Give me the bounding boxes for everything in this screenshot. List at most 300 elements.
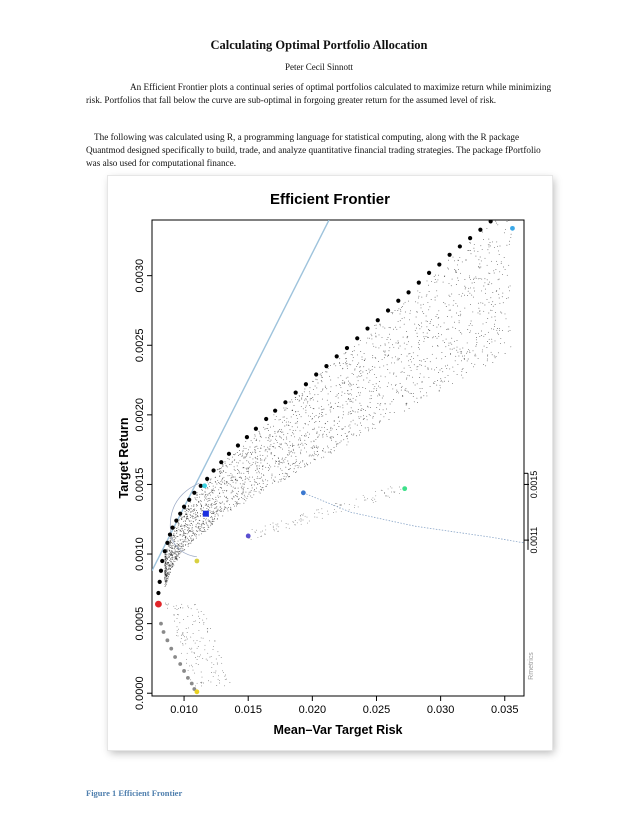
portfolio-point (311, 398, 312, 399)
portfolio-point (200, 508, 201, 509)
portfolio-point (281, 438, 282, 439)
portfolio-point (441, 381, 442, 382)
portfolio-point (438, 324, 439, 325)
portfolio-point (473, 248, 474, 249)
portfolio-point (294, 463, 295, 464)
portfolio-point (182, 548, 183, 549)
portfolio-point (357, 377, 358, 378)
portfolio-point (467, 250, 468, 251)
portfolio-point (349, 509, 350, 510)
portfolio-point (184, 529, 185, 530)
portfolio-point (251, 490, 252, 491)
portfolio-point (265, 529, 266, 530)
portfolio-point (260, 455, 261, 456)
portfolio-point (196, 530, 197, 531)
portfolio-point (326, 388, 327, 389)
portfolio-point (192, 535, 193, 536)
portfolio-point (401, 390, 402, 391)
portfolio-point (413, 396, 414, 397)
portfolio-point (341, 511, 342, 512)
portfolio-point (333, 364, 334, 365)
portfolio-point (199, 530, 200, 531)
portfolio-point (317, 379, 318, 380)
portfolio-point (475, 354, 476, 355)
portfolio-point (166, 576, 167, 577)
portfolio-point (272, 483, 273, 484)
portfolio-point (259, 431, 260, 432)
portfolio-point (322, 388, 323, 389)
portfolio-point (204, 524, 205, 525)
portfolio-point (400, 346, 401, 347)
portfolio-point (446, 368, 447, 369)
portfolio-point (437, 279, 438, 280)
portfolio-point (336, 511, 337, 512)
portfolio-point (256, 446, 257, 447)
portfolio-point (247, 453, 248, 454)
portfolio-point (475, 333, 476, 334)
portfolio-point (292, 410, 293, 411)
portfolio-point (326, 434, 327, 435)
portfolio-point (382, 359, 383, 360)
portfolio-point (392, 357, 393, 358)
portfolio-point (391, 312, 392, 313)
portfolio-point (167, 572, 168, 573)
portfolio-point (257, 456, 258, 457)
portfolio-point (492, 362, 493, 363)
portfolio-point (170, 545, 171, 546)
portfolio-point (486, 347, 487, 348)
portfolio-point (476, 278, 477, 279)
portfolio-point (446, 329, 447, 330)
portfolio-point (221, 480, 222, 481)
portfolio-point (243, 458, 244, 459)
portfolio-point (236, 502, 237, 503)
portfolio-point (183, 542, 184, 543)
portfolio-point (370, 415, 371, 416)
portfolio-point (316, 454, 317, 455)
portfolio-point (172, 566, 173, 567)
portfolio-point (217, 664, 218, 665)
portfolio-point (366, 342, 367, 343)
portfolio-point (479, 263, 480, 264)
y-tick-label: 0.0015 (134, 467, 146, 502)
portfolio-point (460, 332, 461, 333)
portfolio-point (348, 441, 349, 442)
portfolio-point (318, 383, 319, 384)
portfolio-point (270, 436, 271, 437)
portfolio-point (279, 460, 280, 461)
portfolio-point (327, 446, 328, 447)
portfolio-point (260, 536, 261, 537)
portfolio-point (226, 507, 227, 508)
portfolio-point (316, 446, 317, 447)
portfolio-point (178, 551, 179, 552)
portfolio-point (306, 451, 307, 452)
portfolio-point (483, 364, 484, 365)
portfolio-point (425, 361, 426, 362)
portfolio-point (248, 473, 249, 474)
portfolio-point (208, 504, 209, 505)
portfolio-point (252, 477, 253, 478)
portfolio-point (427, 358, 428, 359)
portfolio-point (469, 277, 470, 278)
portfolio-point (178, 552, 179, 553)
portfolio-point (274, 431, 275, 432)
portfolio-point (454, 341, 455, 342)
portfolio-point (383, 396, 384, 397)
portfolio-point (293, 522, 294, 523)
portfolio-point (212, 490, 213, 491)
portfolio-point (399, 358, 400, 359)
portfolio-point (183, 534, 184, 535)
portfolio-point (325, 387, 326, 388)
frontier-point (159, 569, 163, 573)
portfolio-point (282, 473, 283, 474)
portfolio-point (193, 506, 194, 507)
portfolio-point (180, 535, 181, 536)
portfolio-point (194, 508, 195, 509)
portfolio-point (396, 392, 397, 393)
portfolio-point (169, 574, 170, 575)
portfolio-point (219, 510, 220, 511)
portfolio-point (171, 565, 172, 566)
portfolio-point (307, 517, 308, 518)
y-tick-label: 0.0005 (134, 606, 146, 641)
portfolio-point (173, 545, 174, 546)
portfolio-point (430, 321, 431, 322)
portfolio-point (191, 541, 192, 542)
portfolio-point (207, 487, 208, 488)
portfolio-point (351, 385, 352, 386)
portfolio-point (295, 472, 296, 473)
portfolio-point (452, 383, 453, 384)
portfolio-point (380, 345, 381, 346)
portfolio-point (197, 656, 198, 657)
portfolio-point (417, 369, 418, 370)
portfolio-point (343, 414, 344, 415)
portfolio-point (189, 524, 190, 525)
portfolio-point (470, 250, 471, 251)
portfolio-point (171, 567, 172, 568)
portfolio-point (419, 340, 420, 341)
portfolio-point (442, 371, 443, 372)
portfolio-point (315, 439, 316, 440)
portfolio-point (440, 385, 441, 386)
portfolio-point (421, 397, 422, 398)
portfolio-point (276, 436, 277, 437)
portfolio-point (393, 491, 394, 492)
portfolio-point (314, 453, 315, 454)
portfolio-point (182, 546, 183, 547)
portfolio-point (396, 376, 397, 377)
portfolio-point (299, 401, 300, 402)
portfolio-point (386, 409, 387, 410)
portfolio-point (441, 358, 442, 359)
portfolio-point (360, 340, 361, 341)
portfolio-point (402, 306, 403, 307)
portfolio-point (168, 555, 169, 556)
portfolio-point (430, 361, 431, 362)
portfolio-point (327, 400, 328, 401)
portfolio-point (278, 482, 279, 483)
portfolio-point (284, 410, 285, 411)
portfolio-point (216, 503, 217, 504)
portfolio-point (186, 513, 187, 514)
portfolio-point (196, 663, 197, 664)
portfolio-point (422, 388, 423, 389)
portfolio-point (398, 342, 399, 343)
portfolio-point (431, 369, 432, 370)
portfolio-point (309, 521, 310, 522)
portfolio-point (213, 664, 214, 665)
frontier-lower-point (162, 630, 166, 634)
portfolio-point (360, 373, 361, 374)
portfolio-point (475, 256, 476, 257)
portfolio-point (208, 498, 209, 499)
portfolio-point (209, 640, 210, 641)
portfolio-point (201, 527, 202, 528)
portfolio-point (222, 670, 223, 671)
portfolio-point (383, 409, 384, 410)
portfolio-point (217, 469, 218, 470)
portfolio-point (468, 349, 469, 350)
portfolio-point (322, 513, 323, 514)
portfolio-point (405, 388, 406, 389)
portfolio-point (268, 424, 269, 425)
portfolio-point (267, 428, 268, 429)
portfolio-point (273, 526, 274, 527)
portfolio-point (231, 480, 232, 481)
portfolio-point (318, 417, 319, 418)
portfolio-point (211, 662, 212, 663)
portfolio-point (426, 326, 427, 327)
portfolio-point (426, 321, 427, 322)
portfolio-point (166, 567, 167, 568)
portfolio-point (220, 503, 221, 504)
portfolio-point (411, 361, 412, 362)
portfolio-point (222, 515, 223, 516)
portfolio-point (389, 347, 390, 348)
frontier-point (437, 262, 441, 266)
portfolio-point (367, 373, 368, 374)
portfolio-point (474, 355, 475, 356)
portfolio-point (436, 358, 437, 359)
portfolio-point (389, 334, 390, 335)
portfolio-point (394, 362, 395, 363)
portfolio-point (467, 295, 468, 296)
portfolio-point (193, 539, 194, 540)
portfolio-point (317, 455, 318, 456)
portfolio-point (196, 538, 197, 539)
portfolio-point (275, 460, 276, 461)
portfolio-point (304, 464, 305, 465)
portfolio-point (182, 633, 183, 634)
portfolio-point (439, 390, 440, 391)
portfolio-point (404, 324, 405, 325)
portfolio-point (230, 473, 231, 474)
portfolio-point (174, 535, 175, 536)
portfolio-point (185, 545, 186, 546)
portfolio-point (295, 399, 296, 400)
portfolio-point (251, 484, 252, 485)
portfolio-point (263, 465, 264, 466)
portfolio-point (335, 503, 336, 504)
portfolio-point (451, 316, 452, 317)
portfolio-point (284, 426, 285, 427)
portfolio-point (197, 516, 198, 517)
frontier-point (273, 409, 277, 413)
portfolio-point (321, 414, 322, 415)
portfolio-point (183, 532, 184, 533)
x-tick-label: 0.020 (298, 704, 327, 716)
portfolio-point (503, 302, 504, 303)
portfolio-point (229, 504, 230, 505)
portfolio-point (164, 573, 165, 574)
x-tick-label: 0.025 (362, 704, 391, 716)
portfolio-point (351, 394, 352, 395)
portfolio-point (496, 356, 497, 357)
portfolio-point (496, 261, 497, 262)
portfolio-point (285, 473, 286, 474)
portfolio-point (289, 402, 290, 403)
portfolio-point (220, 473, 221, 474)
portfolio-point (237, 452, 238, 453)
portfolio-point (448, 381, 449, 382)
portfolio-point (244, 457, 245, 458)
portfolio-point (200, 528, 201, 529)
portfolio-point (279, 419, 280, 420)
portfolio-point (314, 422, 315, 423)
portfolio-point (173, 533, 174, 534)
portfolio-point (492, 241, 493, 242)
portfolio-point (257, 469, 258, 470)
portfolio-point (259, 465, 260, 466)
portfolio-point (278, 466, 279, 467)
portfolio-point (420, 388, 421, 389)
portfolio-point (437, 314, 438, 315)
portfolio-point (304, 448, 305, 449)
portfolio-point (440, 370, 441, 371)
portfolio-point (495, 221, 496, 222)
portfolio-point (336, 444, 337, 445)
portfolio-point (360, 366, 361, 367)
portfolio-point (255, 436, 256, 437)
portfolio-point (184, 549, 185, 550)
portfolio-point (167, 569, 168, 570)
portfolio-point (249, 492, 250, 493)
portfolio-point (265, 458, 266, 459)
portfolio-point (179, 519, 180, 520)
portfolio-point (376, 377, 377, 378)
portfolio-point (464, 358, 465, 359)
portfolio-point (330, 403, 331, 404)
portfolio-point (175, 531, 176, 532)
portfolio-point (459, 257, 460, 258)
portfolio-point (317, 451, 318, 452)
portfolio-point (286, 523, 287, 524)
portfolio-point (215, 487, 216, 488)
portfolio-point (191, 505, 192, 506)
portfolio-point (181, 543, 182, 544)
portfolio-point (193, 513, 194, 514)
frontier-point (254, 427, 258, 431)
portfolio-point (357, 354, 358, 355)
portfolio-point (242, 483, 243, 484)
portfolio-point (169, 560, 170, 561)
portfolio-point (226, 482, 227, 483)
portfolio-point (372, 355, 373, 356)
portfolio-point (452, 327, 453, 328)
portfolio-point (164, 578, 165, 579)
portfolio-point (219, 483, 220, 484)
portfolio-point (181, 551, 182, 552)
portfolio-point (388, 337, 389, 338)
portfolio-point (242, 493, 243, 494)
portfolio-point (365, 427, 366, 428)
portfolio-point (407, 391, 408, 392)
portfolio-point (351, 389, 352, 390)
portfolio-point (274, 466, 275, 467)
portfolio-point (211, 507, 212, 508)
portfolio-point (167, 575, 168, 576)
portfolio-point (461, 351, 462, 352)
portfolio-point (340, 406, 341, 407)
portfolio-point (460, 315, 461, 316)
portfolio-point (415, 385, 416, 386)
portfolio-point (268, 449, 269, 450)
portfolio-point (492, 301, 493, 302)
portfolio-point (269, 438, 270, 439)
portfolio-point (301, 416, 302, 417)
portfolio-point (441, 334, 442, 335)
portfolio-point (505, 229, 506, 230)
portfolio-point (248, 462, 249, 463)
portfolio-point (310, 416, 311, 417)
portfolio-point (210, 522, 211, 523)
portfolio-point (232, 462, 233, 463)
portfolio-point (334, 450, 335, 451)
portfolio-point (402, 386, 403, 387)
portfolio-point (457, 306, 458, 307)
portfolio-point (263, 474, 264, 475)
portfolio-point (166, 571, 167, 572)
portfolio-point (258, 471, 259, 472)
portfolio-point (483, 311, 484, 312)
portfolio-point (373, 416, 374, 417)
portfolio-point (205, 491, 206, 492)
portfolio-point (343, 411, 344, 412)
portfolio-point (220, 487, 221, 488)
portfolio-point (192, 510, 193, 511)
portfolio-point (184, 527, 185, 528)
portfolio-point (321, 406, 322, 407)
portfolio-point (274, 481, 275, 482)
portfolio-point (314, 517, 315, 518)
portfolio-point (191, 535, 192, 536)
portfolio-point (391, 488, 392, 489)
portfolio-point (283, 408, 284, 409)
portfolio-point (478, 312, 479, 313)
portfolio-point (434, 276, 435, 277)
portfolio-point (419, 364, 420, 365)
portfolio-point (185, 533, 186, 534)
portfolio-point (434, 383, 435, 384)
portfolio-point (252, 497, 253, 498)
portfolio-point (227, 485, 228, 486)
portfolio-point (209, 657, 210, 658)
portfolio-point (193, 633, 194, 634)
portfolio-point (476, 342, 477, 343)
